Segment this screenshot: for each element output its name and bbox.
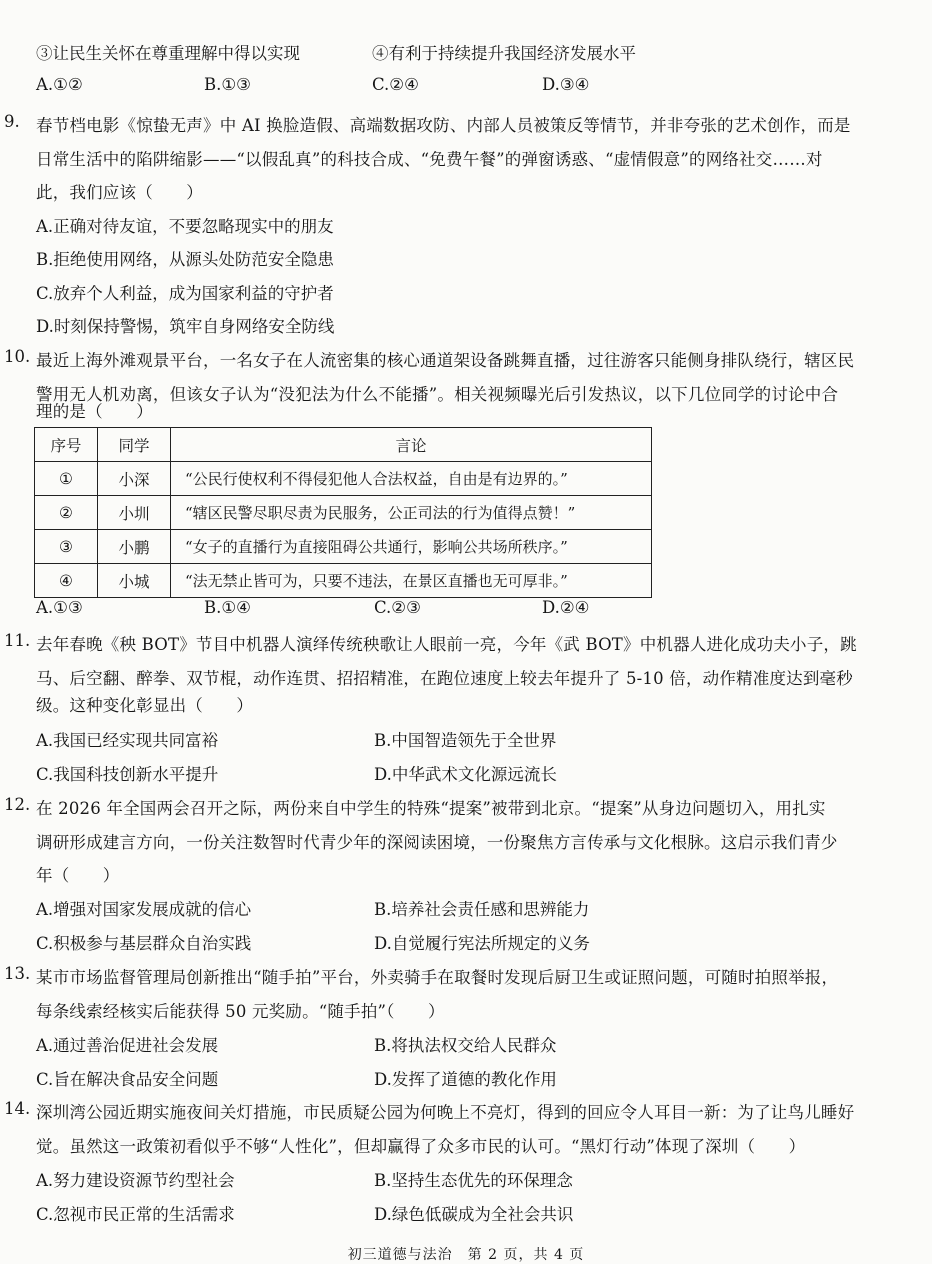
- q9-option-c[interactable]: C.放弃个人利益，成为国家利益的守护者: [36, 284, 334, 303]
- q11-option-a[interactable]: A.我国已经实现共同富裕: [36, 731, 219, 750]
- q11-stem-line: 去年春晚《秧 BOT》节目中机器人演绎传统秧歌让人眼前一亮，今年《武 BOT》中机器人进化成功夫小子，跳: [36, 635, 857, 654]
- table-cell-student: 小城: [98, 564, 171, 598]
- q14-option-c[interactable]: C.忽视市民正常的生活需求: [36, 1205, 235, 1224]
- table-cell-remark: “辖区民警尽职尽责为民服务，公正司法的行为值得点赞！”: [171, 496, 652, 530]
- q10-option-a[interactable]: A.①③: [36, 598, 83, 617]
- q11-option-d[interactable]: D.中华武术文化源远流长: [374, 765, 557, 784]
- table-cell-index: ②: [35, 496, 98, 530]
- table-cell-index: ③: [35, 530, 98, 564]
- q9-option-d[interactable]: D.时刻保持警惕，筑牢自身网络安全防线: [36, 317, 335, 336]
- q14-option-a[interactable]: A.努力建设资源节约型社会: [36, 1171, 235, 1190]
- q10-option-d[interactable]: D.②④: [542, 598, 590, 617]
- prev-statement-3: ③让民生关怀在尊重理解中得以实现: [36, 44, 300, 63]
- q9-option-b[interactable]: B.拒绝使用网络，从源头处防范安全隐患: [36, 250, 334, 269]
- q10-table: [34, 427, 652, 598]
- table-cell-remark: “女子的直播行为直接阻碍公共通行，影响公共场所秩序。”: [171, 530, 652, 564]
- q10-option-c[interactable]: C.②③: [374, 598, 421, 617]
- q13-stem-line: 某市市场监督管理局创新推出“随手拍”平台，外卖骑手在取餐时发现后厨卫生或证照问题，可随时拍照举报，: [36, 968, 839, 987]
- table-cell-index: ①: [35, 462, 98, 496]
- q12-stem-line: 年（ ）: [36, 866, 120, 885]
- q12-option-d[interactable]: D.自觉履行宪法所规定的义务: [374, 934, 590, 953]
- q10-stem-line: 最近上海外滩观景平台，一名女子在人流密集的核心通道架设备跳舞直播，过往游客只能侧身排队绕行，辖区民: [36, 351, 855, 370]
- q11-option-b[interactable]: B.中国智造领先于全世界: [374, 731, 557, 750]
- table-header-row: [35, 428, 652, 462]
- prev-option-a[interactable]: A.①②: [36, 75, 83, 94]
- q13-option-c[interactable]: C.旨在解决食品安全问题: [36, 1070, 219, 1089]
- table-header-remark: 言论: [171, 428, 652, 462]
- q9-option-a[interactable]: A.正确对待友谊，不要忽略现实中的朋友: [36, 217, 334, 236]
- q13-option-b[interactable]: B.将执法权交给人民群众: [374, 1036, 557, 1055]
- q12-stem-line: 在 2026 年全国两会召开之际，两份来自中学生的特殊“提案”被带到北京。“提案”从身边问题切入，用扎实: [36, 799, 826, 818]
- q14-stem-line: 深圳湾公园近期实施夜间关灯措施，市民质疑公园为何晚上不亮灯，得到的回应令人耳目一新：为了让鸟儿睡好: [36, 1103, 855, 1122]
- table-cell-student: 小鹏: [98, 530, 171, 564]
- q12-option-c[interactable]: C.积极参与基层群众自治实践: [36, 934, 252, 953]
- table-row: [35, 530, 652, 564]
- table-row: [35, 496, 652, 530]
- table-row: [35, 462, 652, 496]
- q9-number: 9.: [4, 112, 20, 131]
- q12-number: 12.: [4, 795, 31, 814]
- table-row: [35, 564, 652, 598]
- q11-number: 11.: [4, 631, 31, 650]
- q10-stem-line: 理的是（ ）: [36, 402, 153, 421]
- table-header-index: 序号: [35, 428, 98, 462]
- q14-option-b[interactable]: B.坚持生态优先的环保理念: [374, 1171, 573, 1190]
- q9-stem-line: 此，我们应该（ ）: [36, 183, 203, 202]
- q11-stem-line: 级。这种变化彰显出（ ）: [36, 696, 254, 715]
- q10-option-b[interactable]: B.①④: [204, 598, 251, 617]
- q13-option-a[interactable]: A.通过善治促进社会发展: [36, 1036, 219, 1055]
- q13-option-d[interactable]: D.发挥了道德的教化作用: [374, 1070, 557, 1089]
- q12-option-b[interactable]: B.培养社会责任感和思辨能力: [374, 900, 590, 919]
- q13-stem-line: 每条线索经核实后能获得 50 元奖励。“随手拍”（ ）: [36, 1002, 445, 1021]
- prev-option-c[interactable]: C.②④: [372, 75, 419, 94]
- table-cell-remark: “公民行使权利不得侵犯他人合法权益，自由是有边界的。”: [171, 462, 652, 496]
- prev-option-b[interactable]: B.①③: [204, 75, 251, 94]
- q11-stem-line: 马、后空翻、醉拳、双节棍，动作连贯、招招精准，在跑位速度上较去年提升了 5-10 倍，动作精准度达到毫秒: [36, 669, 853, 688]
- q14-number: 14.: [4, 1099, 31, 1118]
- q12-stem-line: 调研形成建言方向，一份关注数智时代青少年的深阅读困境，一份聚焦方言传承与文化根脉。这启示我们青少: [36, 833, 838, 852]
- table-cell-student: 小深: [98, 462, 171, 496]
- prev-option-d[interactable]: D.③④: [542, 75, 590, 94]
- table-cell-index: ④: [35, 564, 98, 598]
- q10-stem-line: 警用无人机劝离，但该女子认为“没犯法为什么不能播”。相关视频曝光后引发热议，以下几位同学的讨论中合: [36, 385, 839, 404]
- table-cell-student: 小圳: [98, 496, 171, 530]
- q13-number: 13.: [4, 964, 31, 983]
- q9-stem-line: 日常生活中的陷阱缩影——“以假乱真”的科技合成、“免费午餐”的弹窗诱惑、“虚情假意”的网络社交……对: [36, 150, 823, 169]
- q14-stem-line: 觉。虽然这一政策初看似乎不够“人性化”，但却赢得了众多市民的认可。“黑灯行动”体现了深圳（ ）: [36, 1137, 806, 1156]
- table-header-student: 同学: [98, 428, 171, 462]
- prev-statement-4: ④有利于持续提升我国经济发展水平: [372, 44, 636, 63]
- q9-stem-line: 春节档电影《惊蛰无声》中 AI 换脸造假、高端数据攻防、内部人员被策反等情节，并非夸张的艺术创作，而是: [36, 116, 851, 135]
- q11-option-c[interactable]: C.我国科技创新水平提升: [36, 765, 219, 784]
- q10-number: 10.: [4, 347, 31, 366]
- table-cell-remark: “法无禁止皆可为，只要不违法，在景区直播也无可厚非。”: [171, 564, 652, 598]
- page-footer: 初三道德与法治 第 2 页，共 4 页: [347, 1247, 585, 1263]
- q12-option-a[interactable]: A.增强对国家发展成就的信心: [36, 900, 252, 919]
- q14-option-d[interactable]: D.绿色低碳成为全社会共识: [374, 1205, 574, 1224]
